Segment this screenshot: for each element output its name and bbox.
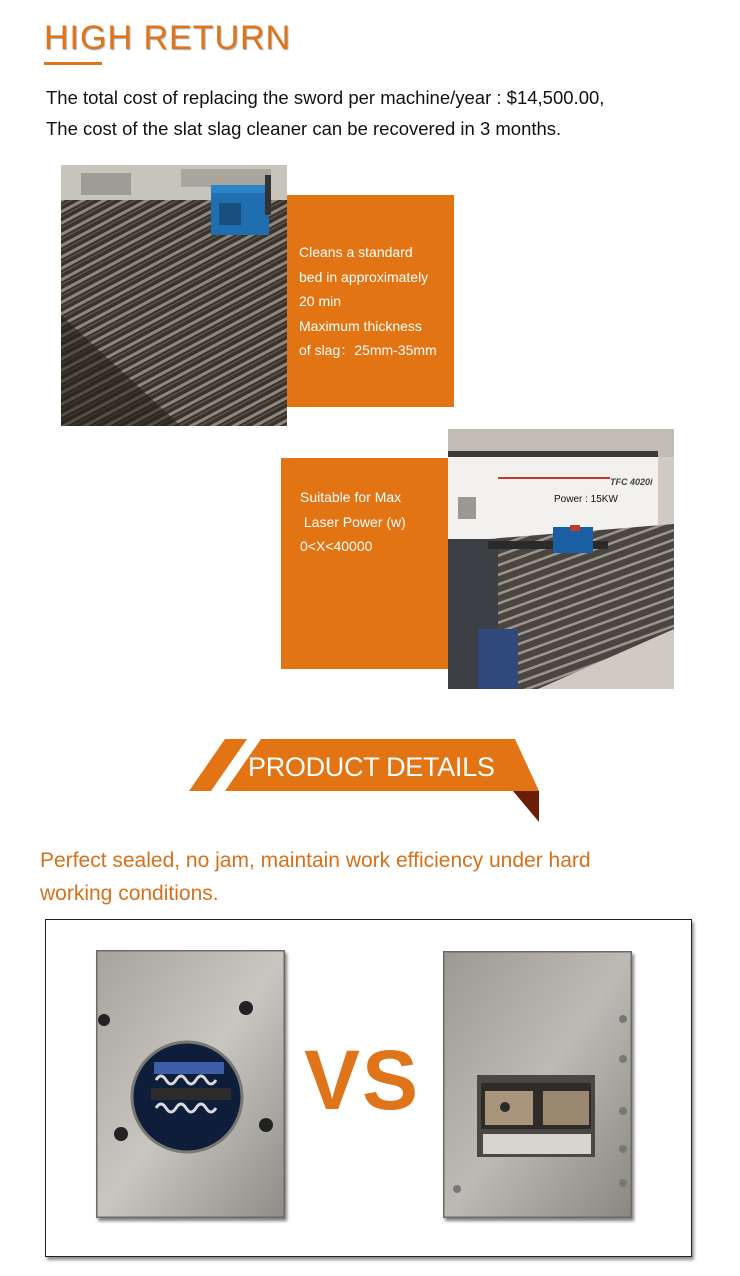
banner-label: PRODUCT DETAILS [248, 752, 495, 782]
feature1-line: bed in approximately [299, 268, 429, 285]
feature1-line: of slag：25mm-35mm [299, 342, 437, 358]
machine-power-label: Power : 15KW [554, 494, 618, 505]
intro-line-recovery: The cost of the slat slag cleaner can be recovered in 3 months. [46, 118, 562, 139]
vs-label: VS [304, 1033, 421, 1127]
description-line: Perfect sealed, no jam, maintain work efficiency under hard [40, 849, 591, 872]
laser-machine-photo [448, 429, 674, 689]
feature1-line: Maximum thickness [299, 317, 422, 334]
feature-box-power [281, 458, 448, 669]
description-line: working conditions. [40, 882, 219, 905]
feature2-line: Suitable for Max [300, 489, 402, 505]
title-underline [44, 62, 102, 65]
intro-line-cost: The total cost of replacing the sword per machine/year : $14,500.00, [46, 87, 605, 108]
feature2-line: 0<X<40000 [300, 538, 373, 554]
slat-bed-photo [61, 165, 287, 426]
feature1-line: Cleans a standard [299, 244, 413, 260]
feature2-line: Laser Power (w) [300, 513, 406, 530]
open-design-photo [96, 950, 285, 1218]
feature-box-cleaning [287, 195, 454, 407]
feature1-line: 20 min [299, 293, 342, 309]
sealed-design-photo [443, 951, 632, 1218]
machine-brand: TFC 4020i [610, 477, 653, 487]
page-title: HIGH RETURN [44, 19, 292, 57]
